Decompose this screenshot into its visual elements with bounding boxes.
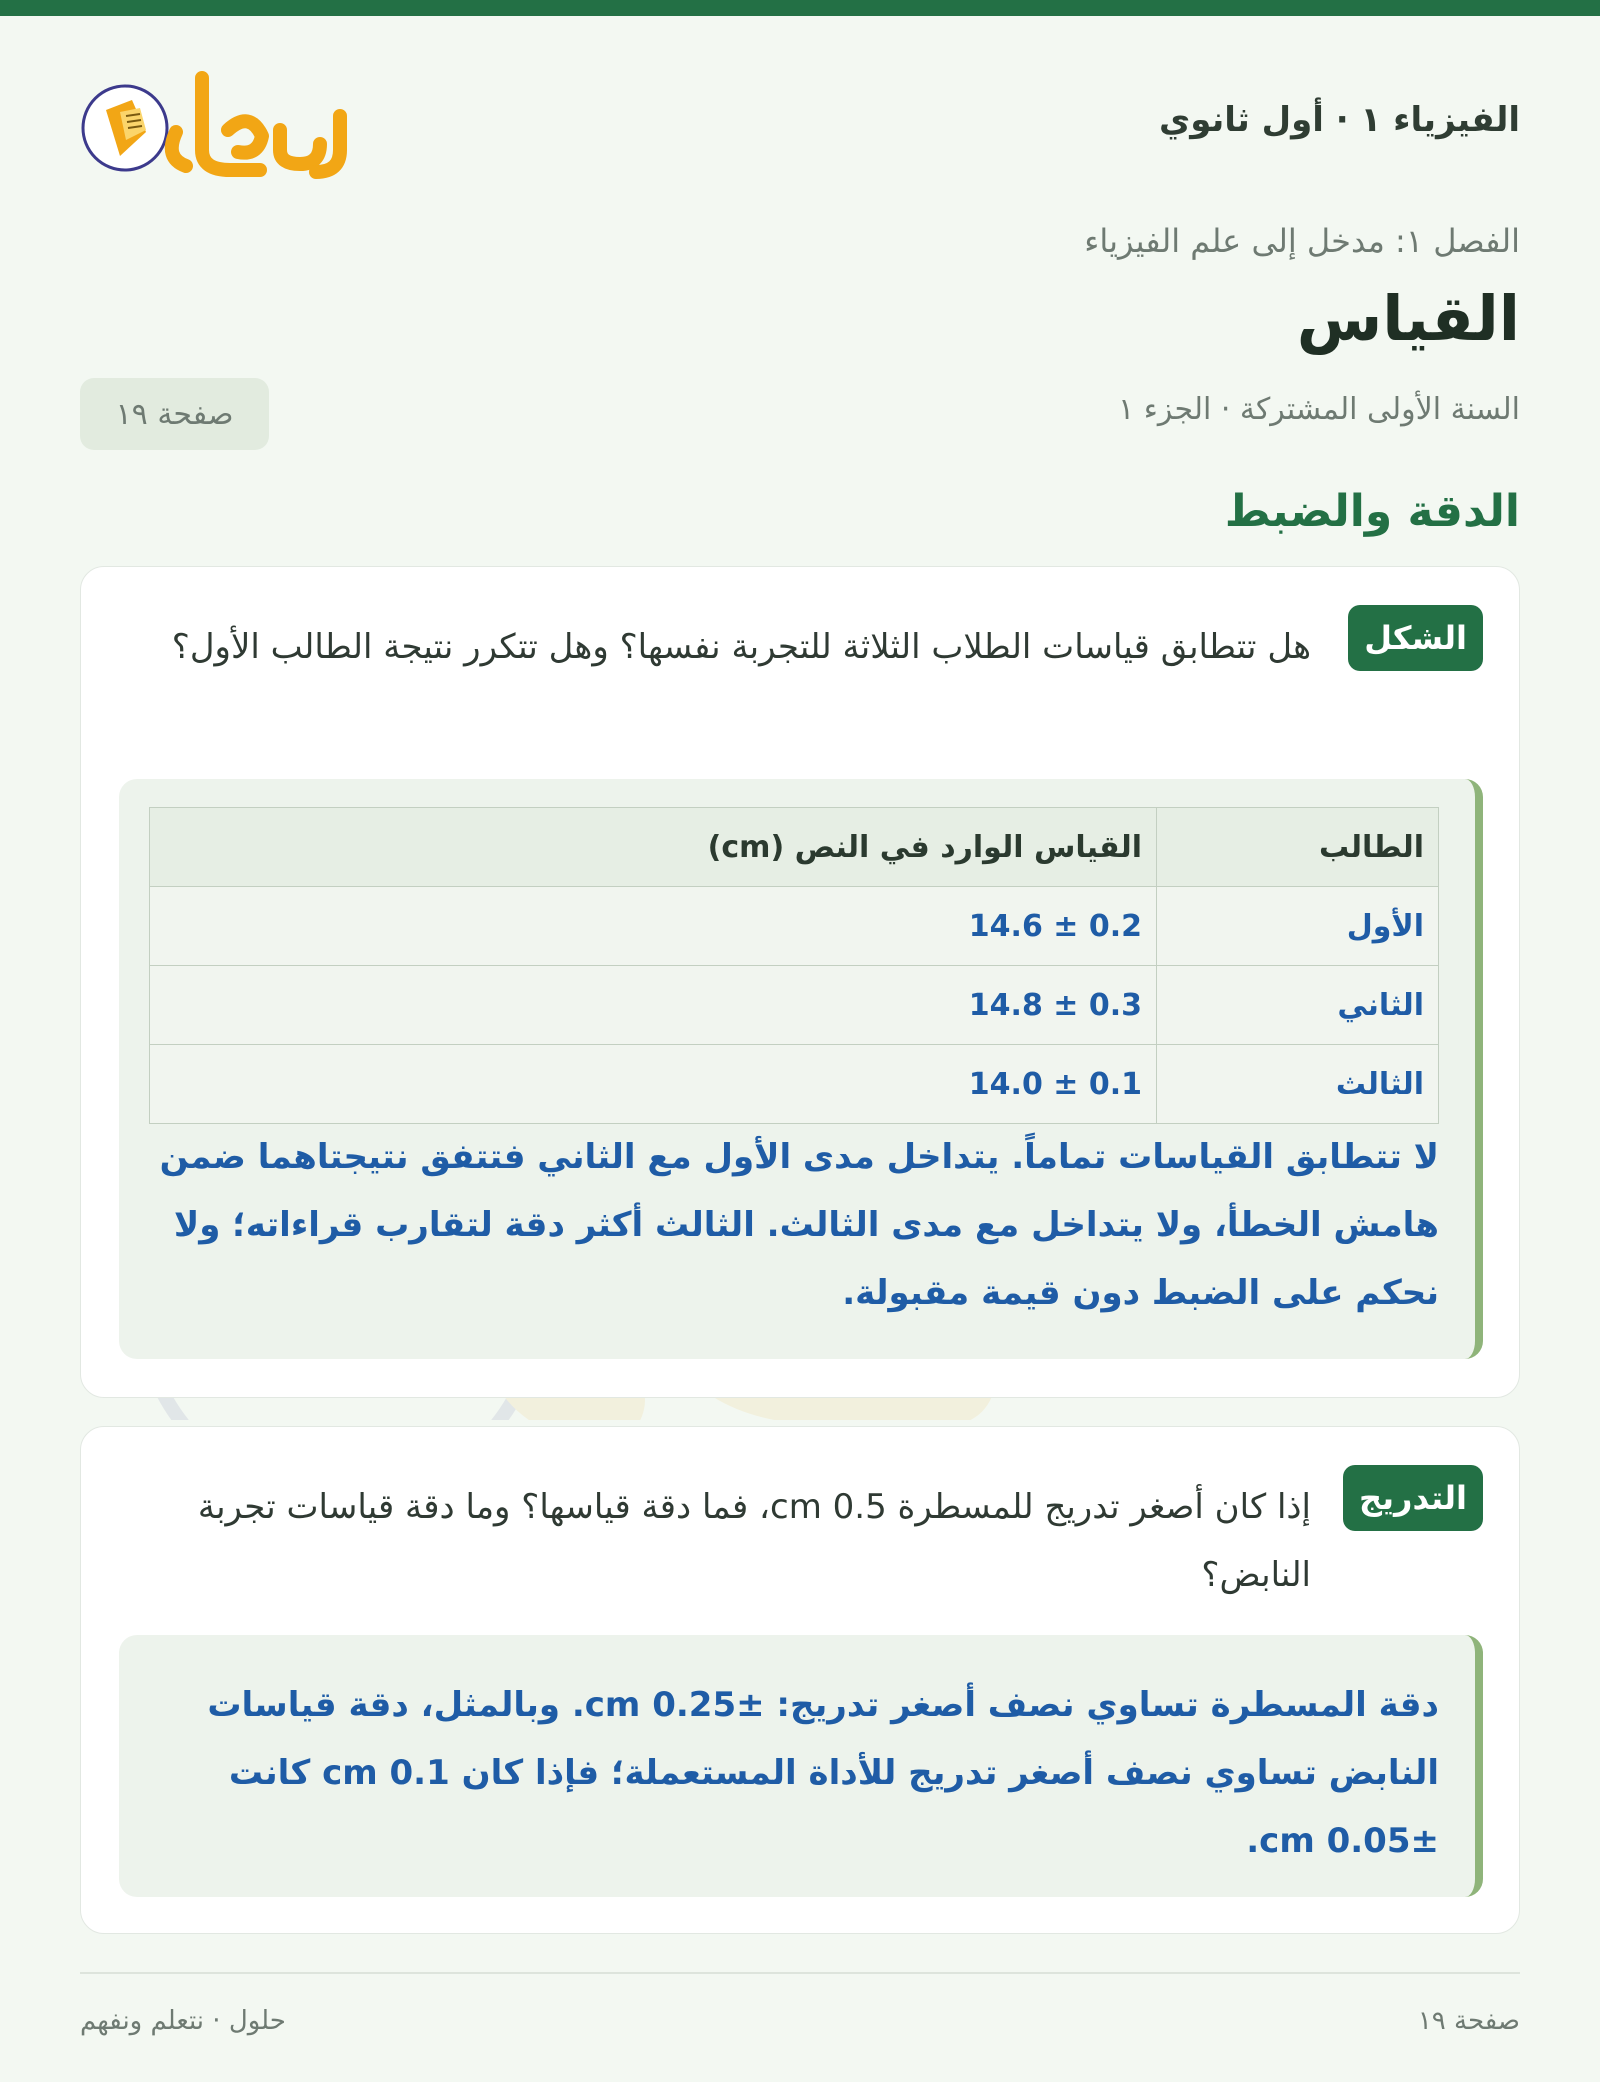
page-title: القياس xyxy=(1296,282,1520,355)
answer-box xyxy=(119,1635,1483,1897)
table-row xyxy=(150,966,1439,1045)
answer-text: لا تتطابق القياسات تماماً. يتداخل مدى الأول مع الثاني فتتفق نتيجتاهما ضمن هامش الخطأ، ولا يتداخل مع مدى الثالث. الثالث أكثر دقة لتقارب قراءاته؛ ولا نحكم على الضبط دون قيمة مقبولة. xyxy=(159,1137,1439,1313)
table-cell-measurement: 14.6 ± 0.2 xyxy=(150,887,1157,966)
page-header xyxy=(80,60,1520,190)
question-card-figure xyxy=(80,566,1520,1398)
table-cell-student: الثالث xyxy=(1157,1045,1439,1124)
table-cell-student: الثاني xyxy=(1157,966,1439,1045)
section-title: الدقة والضبط xyxy=(1224,486,1520,537)
table-header-cell: الطالب xyxy=(1157,808,1439,887)
question-text: إذا كان أصغر تدريج للمسطرة 0.5 cm، فما دقة قياسها؟ وما دقة قياسات تجربة النابض؟ xyxy=(197,1487,1311,1595)
top-accent-bar xyxy=(0,0,1600,16)
book-meta: السنة الأولى المشتركة · الجزء ١ xyxy=(1118,392,1520,427)
table-header-cell: القياس الوارد في النص (cm) xyxy=(150,808,1157,887)
course-title: الفيزياء ١ · أول ثانوي xyxy=(1159,100,1520,140)
question-card-graduation xyxy=(80,1426,1520,1934)
table-cell-student: الأول xyxy=(1157,887,1439,966)
question-tag: التدريج xyxy=(1343,1465,1483,1531)
measurements-table xyxy=(149,807,1439,1124)
footer-page-number: صفحة ١٩ xyxy=(1417,2006,1520,2036)
chapter-label: الفصل ١: مدخل إلى علم الفيزياء xyxy=(1084,222,1520,260)
footer-brand: حلول · نتعلم ونفهم xyxy=(80,2006,286,2036)
footer-divider xyxy=(80,1972,1520,1974)
table-header-row xyxy=(150,808,1439,887)
table-cell-measurement: 14.0 ± 0.1 xyxy=(150,1045,1157,1124)
page-number-badge: صفحة ١٩ xyxy=(80,378,269,450)
answer-box xyxy=(119,779,1483,1359)
question-tag: الشكل xyxy=(1348,605,1483,671)
question-text: هل تتطابق قياسات الطلاب الثلاثة للتجربة نفسها؟ وهل تتكرر نتيجة الطالب الأول؟ xyxy=(171,627,1311,667)
answer-text: دقة المسطرة تساوي نصف أصغر تدريج: ±0.25 cm. وبالمثل، دقة قياسات النابض تساوي نصف أصغر تدريج للأداة المستعملة؛ فإذا كان 0.1 cm كانت ±0.05 cm. xyxy=(207,1685,1439,1861)
hulul-logo[interactable] xyxy=(80,60,370,190)
table-row xyxy=(150,887,1439,966)
table-row xyxy=(150,1045,1439,1124)
table-cell-measurement: 14.8 ± 0.3 xyxy=(150,966,1157,1045)
